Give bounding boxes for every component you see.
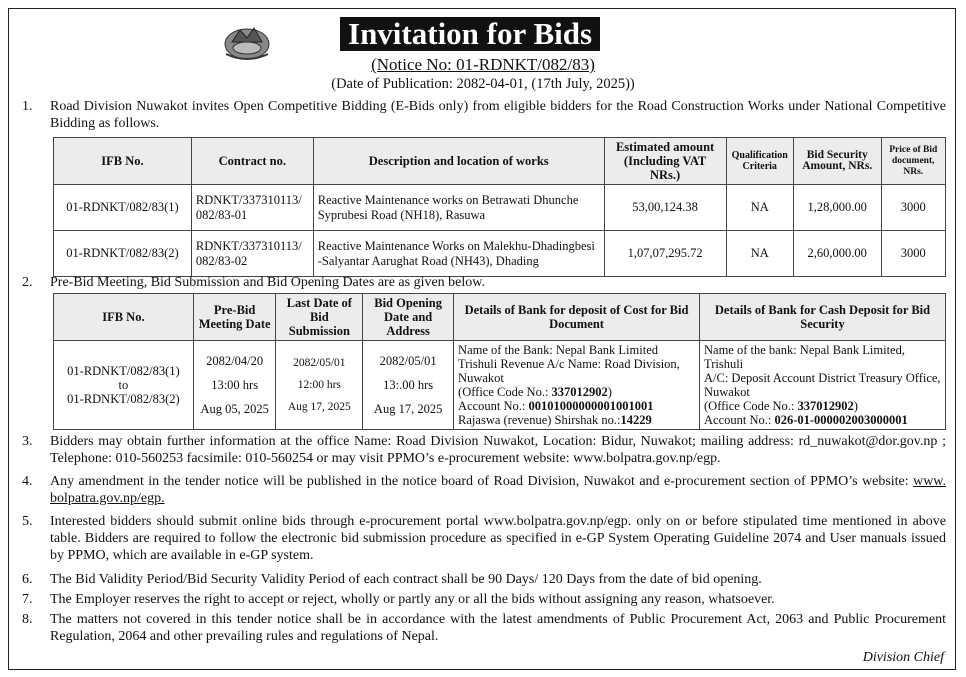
cell: 1,28,000.00 <box>793 185 881 231</box>
table-header-row <box>54 138 946 185</box>
col-header: Pre-Bid Meeting Date <box>193 294 276 341</box>
signature: Division Chief <box>862 650 944 665</box>
cell-line: 2082/05/01 <box>293 357 346 369</box>
cell-line: 13:.00 hrs <box>383 378 434 392</box>
cell: 3000 <box>881 185 945 231</box>
para-text: Any amendment in the tender notice will be published in the notice board of Road Division, Nuwakot and e-procurement section of PPMO’s website: <box>50 474 914 489</box>
label: Rajaswa (revenue) Shirshak no.: <box>458 413 621 427</box>
table-header-row <box>54 294 946 341</box>
col-header: Estimated amount (Including VAT NRs.) <box>604 138 726 185</box>
table-row <box>54 341 946 430</box>
table-row <box>54 231 946 277</box>
col-header: Bid Security Amount, NRs. <box>793 138 881 185</box>
cell-line <box>458 413 695 427</box>
para-number: 7. <box>22 592 33 607</box>
lastdate-cell <box>276 341 363 430</box>
para-number: 8. <box>22 612 33 627</box>
office-code: 337012902 <box>551 385 608 399</box>
label: (Office Code No.: <box>458 385 552 399</box>
para-8: The matters not covered in this tender notice shall be in accordance with the latest amendments of Public Procurement Act, 2063 and Public Procurement Regulation, 2064 and other prevailing rules and regulations of Nepal. <box>50 612 946 644</box>
para-5: Interested bidders should submit online bids through e-procurement portal www.bolpatra.gov.np/egp. only on or before stipulated time mentioned in above table. Bidders are required to follow the electronic bid submission procedure as specified in e-GP System Operating Guideline 2074 and User manuals issued by PPMO, which are available in e-GP system. <box>50 514 946 563</box>
para-number: 3. <box>22 434 33 449</box>
label: (Office Code No.: <box>704 399 798 413</box>
label: ) <box>607 385 612 399</box>
bank1-cell <box>454 341 700 430</box>
cell-line: Aug 05, 2025 <box>200 402 269 416</box>
para-number: 4. <box>22 474 33 489</box>
publication-date: (Date of Publication: 2082-04-01, (17th July, 2025)) <box>331 76 635 92</box>
cell-line: Name of the bank: Nepal Bank Limited, Trishuli <box>704 343 905 371</box>
cell: Reactive Maintenance Works on Malekhu-Dhadingbesi -Salyantar Aarughat Road (NH43), Dhading <box>313 231 604 277</box>
page-title: Invitation for Bids <box>340 17 600 51</box>
para-6: The Bid Validity Period/Bid Security Validity Period of each contract shall be 90 Days/ 120 Days from the date of bid opening. <box>50 572 762 587</box>
col-header: Description and location of works <box>313 138 604 185</box>
para-number: 6. <box>22 572 33 587</box>
cell: 01-RDNKT/082/83(2) <box>54 231 192 277</box>
col-header: Details of Bank for Cash Deposit for Bid Security <box>700 294 946 341</box>
cell-line: to <box>118 378 129 392</box>
shirshak-number: 14229 <box>620 413 652 427</box>
contracts-table <box>53 137 946 277</box>
para-1: Road Division Nuwakot invites Open Competitive Bidding (E-Bids only) from eligible bidders for the Road Construction Works under National Competitive Bidding as follows. <box>50 99 946 131</box>
label: Account No.: <box>704 413 775 427</box>
col-header: Contract no. <box>191 138 313 185</box>
dates-table <box>53 293 946 430</box>
cell: 3000 <box>881 231 945 277</box>
cell-line: Aug 17, 2025 <box>287 401 351 413</box>
cell: 01-RDNKT/082/83(1) <box>54 185 192 231</box>
col-header: IFB No. <box>54 138 192 185</box>
para-number: 1. <box>22 99 33 114</box>
account-number: 026-01-000002003000001 <box>774 413 908 427</box>
cell-line: 01-RDNKT/082/83(1) <box>67 364 180 378</box>
cell-line <box>704 413 941 427</box>
cell-line: 2082/05/01 <box>379 354 437 368</box>
cell-line: A/C: Deposit Account District Treasury Office, Nuwakot <box>704 371 941 399</box>
col-header: Qualification Criteria <box>726 138 793 185</box>
office-code: 337012902 <box>797 399 854 413</box>
para-number: 2. <box>22 275 33 290</box>
cell-line: Aug 17, 2025 <box>373 402 443 416</box>
account-number: 00101000000001001001 <box>528 399 654 413</box>
prebid-cell <box>193 341 276 430</box>
col-header: IFB No. <box>54 294 194 341</box>
cell-line <box>458 385 695 399</box>
para-2: Pre-Bid Meeting, Bid Submission and Bid Opening Dates are as given below. <box>50 275 485 290</box>
cell-line: Name of the Bank: Nepal Bank Limited <box>458 343 658 357</box>
para-4 <box>50 473 946 507</box>
cell: NA <box>726 231 793 277</box>
ifb-cell <box>54 341 194 430</box>
cell-line: 13:00 hrs <box>211 378 259 392</box>
bank2-cell <box>700 341 946 430</box>
cell-line: Trishuli Revenue A/c Name: Road Division, Nuwakot <box>458 357 680 385</box>
para-3: Bidders may obtain further information at the office Name: Road Division Nuwakot, Location: Bidur, Nuwakot; mailing address: rd_nuwakot@dor.gov.np ; Telephone: 010-560253 facsimile: 010-560254 or may visit PPMO’s e-procurement website: www.bolpatra.gov.np/egp. <box>50 434 946 466</box>
cell-line <box>704 399 941 413</box>
col-header: Last Date of Bid Submission <box>276 294 363 341</box>
notice-number: (Notice No: 01-RDNKT/082/83) <box>371 55 595 74</box>
cell: 2,60,000.00 <box>793 231 881 277</box>
para-7: The Employer reserves the right to accept or reject, wholly or partly any or all the bids without assigning any reason, whatsoever. <box>50 592 775 607</box>
cell-line: 01-RDNKT/082/83(2) <box>67 392 180 406</box>
col-header: Price of Bid document, NRs. <box>881 138 945 185</box>
opening-cell <box>363 341 454 430</box>
para-number: 5. <box>22 514 33 529</box>
cell-line: 12:00 hrs <box>297 379 341 391</box>
cell: NA <box>726 185 793 231</box>
col-header: Details of Bank for deposit of Cost for Bid Document <box>454 294 700 341</box>
col-header: Bid Opening Date and Address <box>363 294 454 341</box>
table-row <box>54 185 946 231</box>
label: ) <box>853 399 858 413</box>
cell: Reactive Maintenance works on Betrawati Dhunche Syprubesi Road (NH18), Rasuwa <box>313 185 604 231</box>
cell-line: 2082/04/20 <box>206 354 264 368</box>
label: Account No.: <box>458 399 529 413</box>
cell: RDNKT/337310113/ 082/83-01 <box>191 185 313 231</box>
cell: 1,07,07,295.72 <box>604 231 726 277</box>
cell-line <box>458 399 695 413</box>
cell: 53,00,124.38 <box>604 185 726 231</box>
bolpatra-link[interactable]: www. bolpatra.gov.np/egp. <box>50 474 946 506</box>
cell: RDNKT/337310113/ 082/83-02 <box>191 231 313 277</box>
